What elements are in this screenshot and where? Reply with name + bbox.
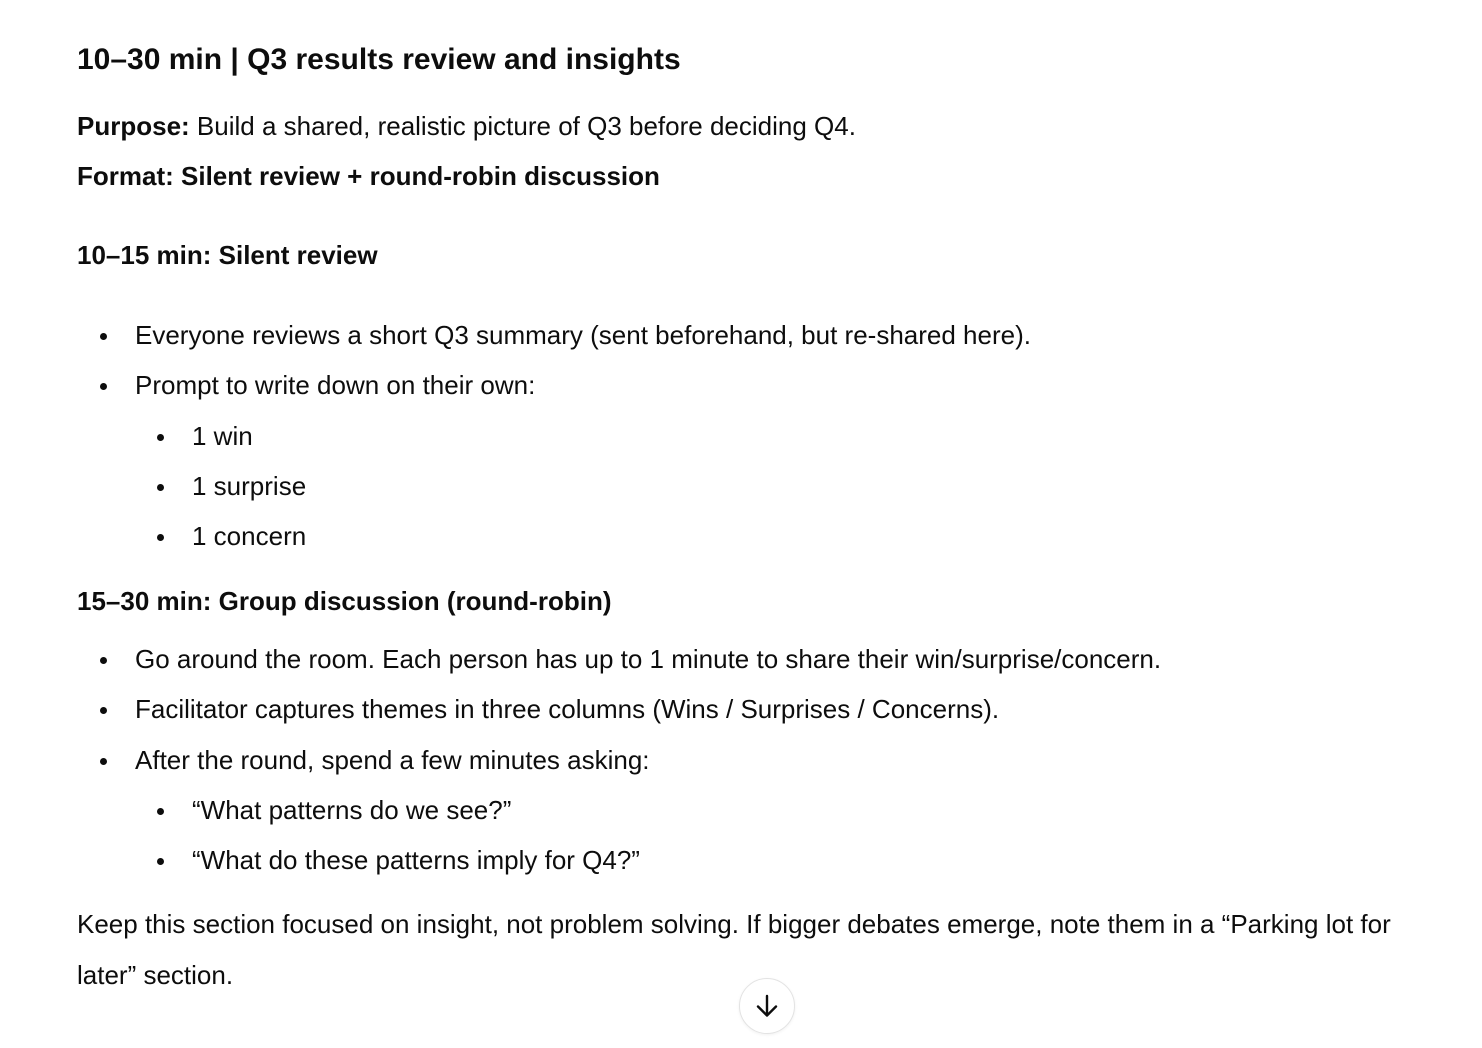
purpose-label: Purpose: [77, 111, 190, 141]
list-item: Facilitator captures themes in three columns (Wins / Surprises / Concerns). [135, 694, 1000, 724]
list-item: Everyone reviews a short Q3 summary (sent beforehand, but re-shared here). [135, 320, 1031, 350]
list-item: After the round, spend a few minutes asking: [135, 745, 650, 775]
sub-list-item: 1 win [192, 421, 253, 451]
closing-note: Keep this section focused on insight, not problem solving. If bigger debates emerge, note them in a “Parking lot for later” section. [77, 909, 1391, 990]
sub-list-item: 1 concern [192, 521, 307, 551]
group-discussion-heading: 15–30 min: Group discussion (round-robin) [77, 586, 612, 616]
silent-review-heading: 10–15 min: Silent review [77, 240, 378, 270]
sub-list-item: “What do these patterns imply for Q4?” [192, 845, 640, 875]
list-item: Prompt to write down on their own: [135, 370, 536, 400]
format-line: Format: Silent review + round-robin discussion [77, 161, 660, 191]
sub-list-item: 1 surprise [192, 471, 307, 501]
section-title: 10–30 min | Q3 results review and insights [77, 43, 681, 76]
arrow-down-icon [753, 992, 781, 1020]
sub-list-item: “What patterns do we see?” [192, 795, 512, 825]
purpose-text: Build a shared, realistic picture of Q3 before deciding Q4. [189, 111, 856, 141]
scroll-to-bottom-button[interactable] [739, 978, 795, 1034]
purpose-line [77, 109, 856, 143]
list-item: Go around the room. Each person has up to 1 minute to share their win/surprise/concern. [135, 644, 1162, 674]
